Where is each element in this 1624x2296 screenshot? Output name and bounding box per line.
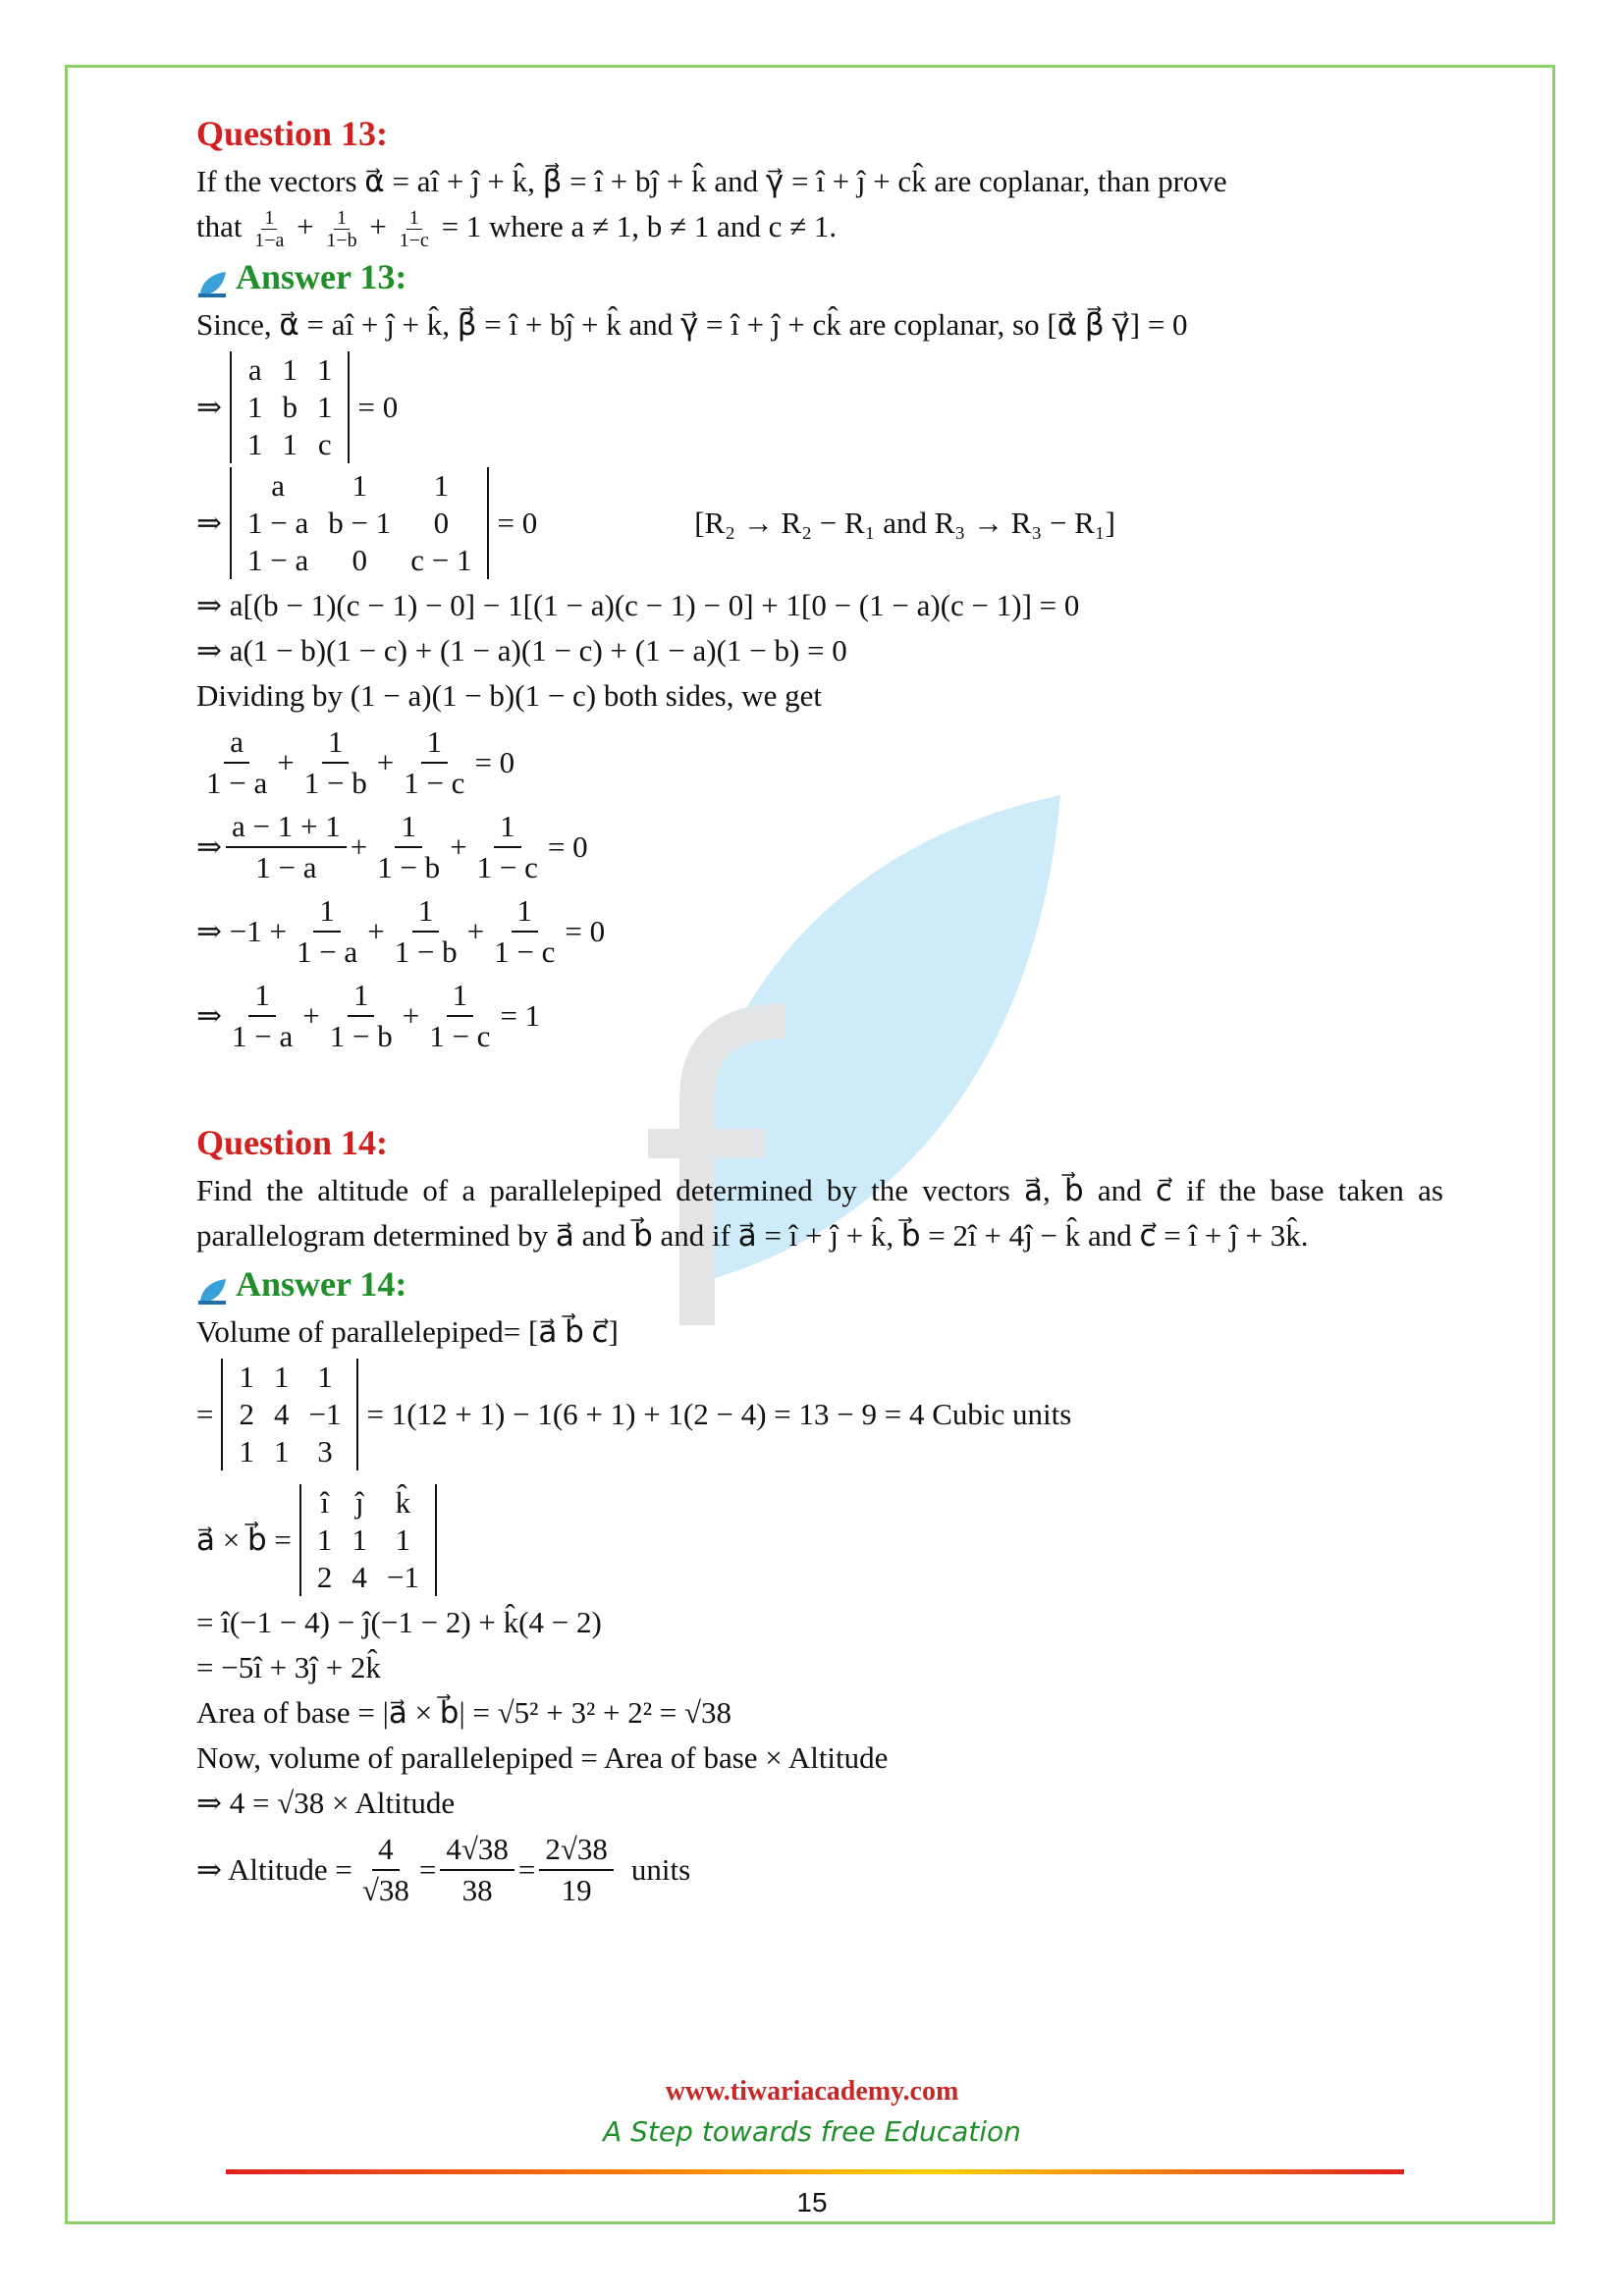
- area-line: Area of base = |a⃗ × b⃗| = √5² + 3² + 2² = √38: [196, 1695, 732, 1731]
- footer-tagline: A Step towards free Education: [603, 2115, 1021, 2148]
- determinant: î ĵ k̂ 1 1 1 2 4 −1: [299, 1484, 437, 1596]
- page-number: 15: [796, 2187, 828, 2217]
- cross-step-2: = −5î + 3ĵ + 2k̂: [196, 1650, 381, 1685]
- determinant-step-2: ⇒ a 1 1 1 − a b − 1 0 1 − a 0 c − 1 = 0 [R₂ → R₂ − R₁ and R₃ → R₃ − R₁]: [196, 468, 1115, 578]
- leaf-logo-icon: [196, 262, 228, 292]
- determinant: a 1 1 1 − a b − 1 0 1 − a 0 c − 1: [230, 467, 489, 579]
- fraction-step-1: $\frac{a}{1 - a}$ + $\frac{1}{1 - b}$ + $\frac{1}{1 - c}$ = 0: [206, 724, 515, 801]
- determinant: a 1 1 1 b 1 1 1 c: [230, 351, 351, 463]
- question-13-line1: If the vectors α⃗ = aî + ĵ + k̂, β⃗ = î + bĵ + k̂ and γ⃗ = î + ĵ + ck̂ are coplanar, than prove: [196, 164, 1227, 198]
- fraction-step-3: ⇒ −1 + $\frac{1}{1 - a}$ + $\frac{1}{1 - b}$ + $\frac{1}{1 - c}$ = 0: [196, 893, 606, 970]
- question-13-title: Question 13:: [196, 114, 389, 153]
- fraction-step-4: ⇒ $\frac{1}{1 - a}$ + $\frac{1}{1 - b}$ + $\frac{1}{1 - c}$ = 1: [196, 978, 541, 1054]
- footer-divider: [226, 2169, 1404, 2174]
- question-14-text: Find the altitude of a parallelepiped determined by the vectors a⃗, b⃗ and c⃗ if the base taken as parallelogram determined by a⃗ and b⃗ and if a⃗ = î + ĵ + k̂, b⃗ = 2î + 4ĵ − k̂ and c⃗ = î + ĵ + 3k̂.: [196, 1173, 1443, 1254]
- answer-13-step3: ⇒ a[(b − 1)(c − 1) − 0] − 1[(1 − a)(c − 1) − 0] + 1[0 − (1 − a)(c − 1)] = 0: [196, 588, 1080, 623]
- altitude-result: ⇒ Altitude = $\frac{4}{√38}$ = $\frac{4√38}{38}$ = $\frac{2√38}{19}$ units: [196, 1832, 691, 1908]
- fraction: $\frac{1}{1-a}$: [254, 207, 285, 252]
- cross-product-determinant: a⃗ × b⃗ = î ĵ k̂ 1 1 1 2 4 −1: [196, 1484, 1443, 1596]
- answer-14-title: Answer 14:: [196, 1258, 1443, 1309]
- answer-13-step4: ⇒ a(1 − b)(1 − c) + (1 − a)(1 − c) + (1 − a)(1 − b) = 0: [196, 633, 847, 668]
- answer-13-dividing: Dividing by (1 − a)(1 − b)(1 − c) both sides, we get: [196, 678, 823, 714]
- row-operation-note: [R₂ → R₂ − R₁ and R₃ → R₃ − R₁]: [694, 506, 1115, 541]
- fraction: $\frac{1}{1-b}$: [326, 207, 357, 252]
- fraction-step-2: ⇒ $\frac{a - 1 + 1}{1 - a}$ + $\frac{1}{1 - b}$ + $\frac{1}{1 - c}$ = 0: [196, 809, 588, 885]
- altitude-step: ⇒ 4 = √38 × Altitude: [196, 1786, 456, 1821]
- volume-determinant: = 1 1 1 2 4 −1 1 1 3 = 1(12 + 1) − 1(6 + 1) + 1(2 − 4) = 13 − 9 = 4 Cubic units: [196, 1360, 1072, 1469]
- footer-url: www.tiwariacademy.com: [665, 2076, 959, 2107]
- answer-13-since: Since, α⃗ = aî + ĵ + k̂, β⃗ = î + bĵ + k̂ and γ⃗ = î + ĵ + ck̂ are coplanar, so [α⃗ β⃗ γ⃗] = 0: [196, 307, 1188, 343]
- question-13-line2: that $\frac{1}{1-a}$ + $\frac{1}{1-b}$ + $\frac{1}{1-c}$ = 1 where a ≠ 1, b ≠ 1 and c ≠ 1.: [196, 207, 838, 252]
- leaf-logo-icon: [196, 1269, 228, 1299]
- determinant: 1 1 1 2 4 −1 1 1 3: [221, 1359, 358, 1470]
- page-content: [196, 108, 1443, 1914]
- volume-line: Volume of parallelepiped= [a⃗ b⃗ c⃗]: [196, 1314, 619, 1350]
- determinant-step-1: ⇒ a 1 1 1 b 1 1 1 c = 0: [196, 352, 399, 462]
- now-line: Now, volume of parallelepiped = Area of base × Altitude: [196, 1740, 889, 1776]
- cross-step-1: = î(−1 − 4) − ĵ(−1 − 2) + k̂(4 − 2): [196, 1605, 602, 1640]
- question-14-title: Question 14:: [196, 1123, 389, 1163]
- fraction: $\frac{1}{1-c}$: [399, 207, 429, 252]
- answer-13-title: Answer 13:: [196, 251, 1443, 302]
